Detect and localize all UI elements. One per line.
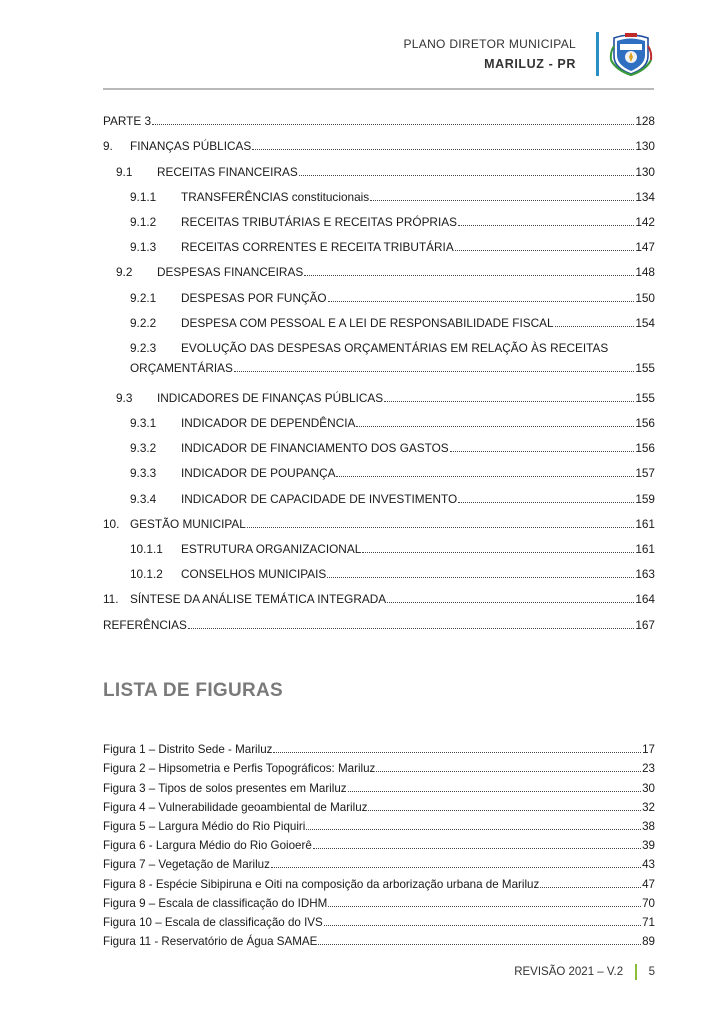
figure-entry-page: 17: [642, 743, 655, 757]
figure-entry-page: 23: [642, 762, 655, 776]
toc-entry-page: 130: [635, 139, 655, 154]
toc-entry-page: 167: [635, 617, 655, 632]
header-municipality: MARILUZ - PR: [484, 57, 576, 71]
toc-dot-leader: [252, 148, 634, 150]
toc-dot-leader: [384, 400, 634, 402]
toc-entry-number: 9.3.2: [130, 441, 157, 456]
toc-entry-title: DESPESA COM PESSOAL E A LEI DE RESPONSABILIDADE FISCAL: [181, 315, 554, 330]
figure-dot-leader: [540, 887, 641, 888]
toc-entry-page: 147: [635, 240, 655, 255]
list-of-figures-heading: LISTA DE FIGURAS: [103, 680, 284, 701]
footer-separator: [635, 964, 637, 980]
toc-entry-title: RECEITAS FINANCEIRAS: [157, 164, 298, 179]
toc-entry-number: 10.1.2: [130, 567, 163, 582]
figure-entry[interactable]: [103, 871, 655, 890]
figure-entry-title: Figura 3 – Tipos de solos presentes em Mariluz: [103, 781, 347, 795]
page-number: 5: [648, 966, 655, 978]
toc-entry-title: DESPESAS FINANCEIRAS: [157, 265, 304, 280]
figure-entry[interactable]: [103, 756, 655, 775]
toc-entry-title: REFERÊNCIAS: [103, 617, 187, 632]
figure-entry[interactable]: [103, 852, 655, 871]
toc-dot-leader: [458, 224, 634, 226]
toc-dot-leader: [555, 325, 635, 327]
toc-entry-title: ESTRUTURA ORGANIZACIONAL: [181, 542, 362, 556]
toc-entry-page: 164: [635, 592, 655, 607]
table-of-contents: [103, 103, 655, 632]
toc-entry[interactable]: [103, 506, 655, 531]
toc-entry-number: 10.1.1: [130, 542, 163, 556]
figure-dot-leader: [376, 771, 641, 772]
toc-entry[interactable]: [103, 531, 655, 556]
figure-entry-page: 38: [642, 819, 655, 833]
toc-entry-line: [130, 355, 655, 375]
toc-dot-leader: [336, 475, 634, 477]
toc-entry-page: 156: [635, 416, 655, 431]
figure-entry-page: 39: [642, 839, 655, 853]
toc-entry[interactable]: [103, 128, 655, 153]
toc-entry-title: PARTE 3: [103, 114, 152, 129]
toc-entry-number: 9.1.2: [130, 214, 157, 229]
figure-dot-leader: [348, 791, 642, 792]
toc-dot-leader: [362, 551, 634, 553]
toc-entry-number: 9.1.3: [130, 240, 157, 255]
page-footer: [514, 964, 655, 980]
toc-entry-title: TRANSFERÊNCIAS constitucionais: [181, 189, 370, 204]
figure-entry[interactable]: [103, 910, 655, 929]
figure-entry-page: 30: [642, 781, 655, 795]
toc-entry[interactable]: [103, 229, 655, 254]
figure-dot-leader: [318, 944, 641, 945]
toc-entry-line: [130, 330, 655, 355]
toc-entry[interactable]: [103, 455, 655, 480]
toc-dot-leader: [234, 371, 634, 372]
toc-entry-page: 161: [635, 516, 655, 531]
figure-entry-page: 43: [642, 858, 655, 872]
figure-entry[interactable]: [103, 814, 655, 833]
toc-entry-number: 9.3.4: [130, 491, 157, 506]
toc-entry-title: DESPESAS POR FUNÇÃO: [181, 290, 327, 305]
toc-entry-number: 9.1.1: [130, 189, 157, 204]
figure-entry-title: Figura 11 - Reservatório de Água SAMAE: [103, 935, 318, 949]
toc-entry-page: 150: [635, 290, 655, 305]
toc-entry[interactable]: [103, 254, 655, 279]
toc-entry-number: 9.3: [116, 390, 133, 405]
figure-dot-leader: [273, 752, 641, 753]
figure-entry-title: Figura 6 - Largura Médio do Rio Goioerê: [103, 839, 312, 853]
toc-entry-number: 9.2.2: [130, 315, 157, 330]
figure-entry-title: Figura 5 – Largura Médio do Rio Piquiri: [103, 819, 306, 833]
toc-dot-leader: [455, 249, 635, 251]
toc-entry-title: INDICADORES DE FINANÇAS PÚBLICAS: [157, 390, 384, 405]
toc-entry-number: 9.2.1: [130, 290, 157, 305]
list-of-figures: [103, 737, 655, 948]
toc-entry-number: 10.: [103, 516, 120, 531]
figure-dot-leader: [324, 925, 641, 926]
figure-entry-page: 89: [642, 935, 655, 949]
toc-entry-number: 9.: [103, 139, 113, 154]
toc-entry[interactable]: [103, 430, 655, 455]
toc-dot-leader: [387, 601, 634, 603]
coat-of-arms-icon: [608, 30, 654, 76]
header-accent-bar: [596, 32, 599, 76]
toc-dot-leader: [247, 526, 635, 528]
toc-entry-title: INDICADOR DE FINANCIAMENTO DOS GASTOS: [181, 441, 449, 456]
figure-entry-page: 47: [642, 877, 655, 891]
figure-entry-page: 71: [642, 915, 655, 929]
toc-entry[interactable]: [103, 305, 655, 330]
toc-entry-title: INDICADOR DE POUPANÇA: [181, 466, 336, 481]
toc-entry-page: 163: [635, 567, 655, 582]
figure-entry-page: 32: [642, 800, 655, 814]
figure-entry-title: Figura 7 – Vegetação de Mariluz: [103, 858, 270, 872]
figure-entry[interactable]: [103, 891, 655, 910]
toc-entry-number: 9.2: [116, 265, 133, 280]
header-title: PLANO DIRETOR MUNICIPAL: [403, 37, 576, 51]
figure-dot-leader: [368, 810, 641, 811]
figure-entry-title: Figura 9 – Escala de classificação do IDHM: [103, 896, 328, 910]
toc-entry[interactable]: [103, 153, 655, 178]
toc-entry-title: FINANÇAS PÚBLICAS: [130, 139, 252, 154]
toc-entry[interactable]: [103, 606, 655, 631]
toc-entry-page: 130: [635, 164, 655, 179]
toc-entry[interactable]: [103, 330, 655, 380]
toc-dot-leader: [328, 300, 635, 302]
figure-entry-title: Figura 4 – Vulnerabilidade geoambiental de Mariluz: [103, 800, 368, 814]
toc-entry-title: GESTÃO MUNICIPAL: [130, 516, 246, 531]
toc-entry-title: RECEITAS CORRENTES E RECEITA TRIBUTÁRIA: [181, 240, 454, 255]
figure-entry[interactable]: [103, 775, 655, 794]
toc-dot-leader: [356, 425, 634, 427]
toc-entry-page: 156: [635, 441, 655, 456]
toc-entry-page: 157: [635, 466, 655, 481]
toc-dot-leader: [450, 450, 635, 452]
toc-entry-number: 9.3.1: [130, 416, 157, 431]
toc-entry-title: RECEITAS TRIBUTÁRIAS E RECEITAS PRÓPRIAS: [181, 214, 457, 229]
toc-entry-page: 134: [635, 189, 655, 204]
toc-entry-number: 9.2.3: [130, 340, 157, 355]
header-text: [404, 37, 577, 71]
toc-entry-page: 154: [635, 315, 655, 330]
figure-entry-title: Figura 2 – Hipsometria e Perfis Topográficos: Mariluz: [103, 762, 376, 776]
toc-entry[interactable]: [103, 103, 655, 128]
toc-dot-leader: [458, 501, 634, 503]
figure-dot-leader: [328, 906, 641, 907]
toc-entry-page: 159: [635, 491, 655, 506]
toc-entry-page: 155: [635, 390, 655, 405]
toc-entry-page: 161: [635, 542, 655, 556]
figure-dot-leader: [313, 848, 641, 849]
toc-entry-title: INDICADOR DE CAPACIDADE DE INVESTIMENTO: [181, 491, 458, 506]
toc-entry[interactable]: [103, 279, 655, 304]
figure-dot-leader: [271, 867, 641, 868]
toc-entry[interactable]: [103, 556, 655, 581]
toc-dot-leader: [152, 123, 634, 125]
figure-entry-title: Figura 10 – Escala de classificação do IVS: [103, 915, 323, 929]
toc-entry-page: 128: [635, 114, 655, 129]
header-divider: [103, 88, 654, 90]
toc-entry-title: INDICADOR DE DEPENDÊNCIA: [181, 416, 356, 431]
toc-dot-leader: [304, 274, 634, 276]
toc-entry-title: CONSELHOS MUNICIPAIS: [181, 567, 327, 582]
toc-dot-leader: [370, 199, 634, 201]
toc-entry[interactable]: [103, 204, 655, 229]
toc-entry-title: SÍNTESE DA ANÁLISE TEMÁTICA INTEGRADA: [130, 592, 387, 607]
toc-dot-leader: [327, 576, 634, 578]
figure-entry-page: 70: [642, 896, 655, 910]
toc-entry-title-continued: ORÇAMENTÁRIAS: [130, 360, 233, 375]
toc-entry-number: 9.1: [116, 164, 133, 179]
toc-entry[interactable]: [103, 380, 655, 405]
toc-entry-page: 142: [635, 214, 655, 229]
toc-entry[interactable]: [103, 405, 655, 430]
toc-entry-number: 11.: [103, 592, 119, 607]
figure-entry[interactable]: [103, 929, 655, 948]
figure-entry-title: Figura 8 - Espécie Sibipiruna e Oiti na composição da arborização urbana de Mariluz: [103, 877, 540, 891]
toc-dot-leader: [299, 174, 635, 176]
toc-entry[interactable]: [103, 179, 655, 204]
figure-entry-title: Figura 1 – Distrito Sede - Mariluz: [103, 743, 273, 757]
figure-entry[interactable]: [103, 795, 655, 814]
revision-label: REVISÃO 2021 – V.2: [514, 966, 624, 978]
toc-dot-leader: [188, 627, 634, 629]
figure-entry[interactable]: [103, 737, 655, 756]
toc-entry-page: 148: [635, 265, 655, 280]
figure-dot-leader: [306, 829, 641, 830]
toc-entry-title: EVOLUÇÃO DAS DESPESAS ORÇAMENTÁRIAS EM RELAÇÃO ÀS RECEITAS: [181, 340, 609, 355]
toc-entry-number: 9.3.3: [130, 466, 157, 481]
toc-entry[interactable]: [103, 581, 655, 606]
figure-entry[interactable]: [103, 833, 655, 852]
toc-entry-page: 155: [635, 360, 655, 375]
toc-entry[interactable]: [103, 480, 655, 505]
